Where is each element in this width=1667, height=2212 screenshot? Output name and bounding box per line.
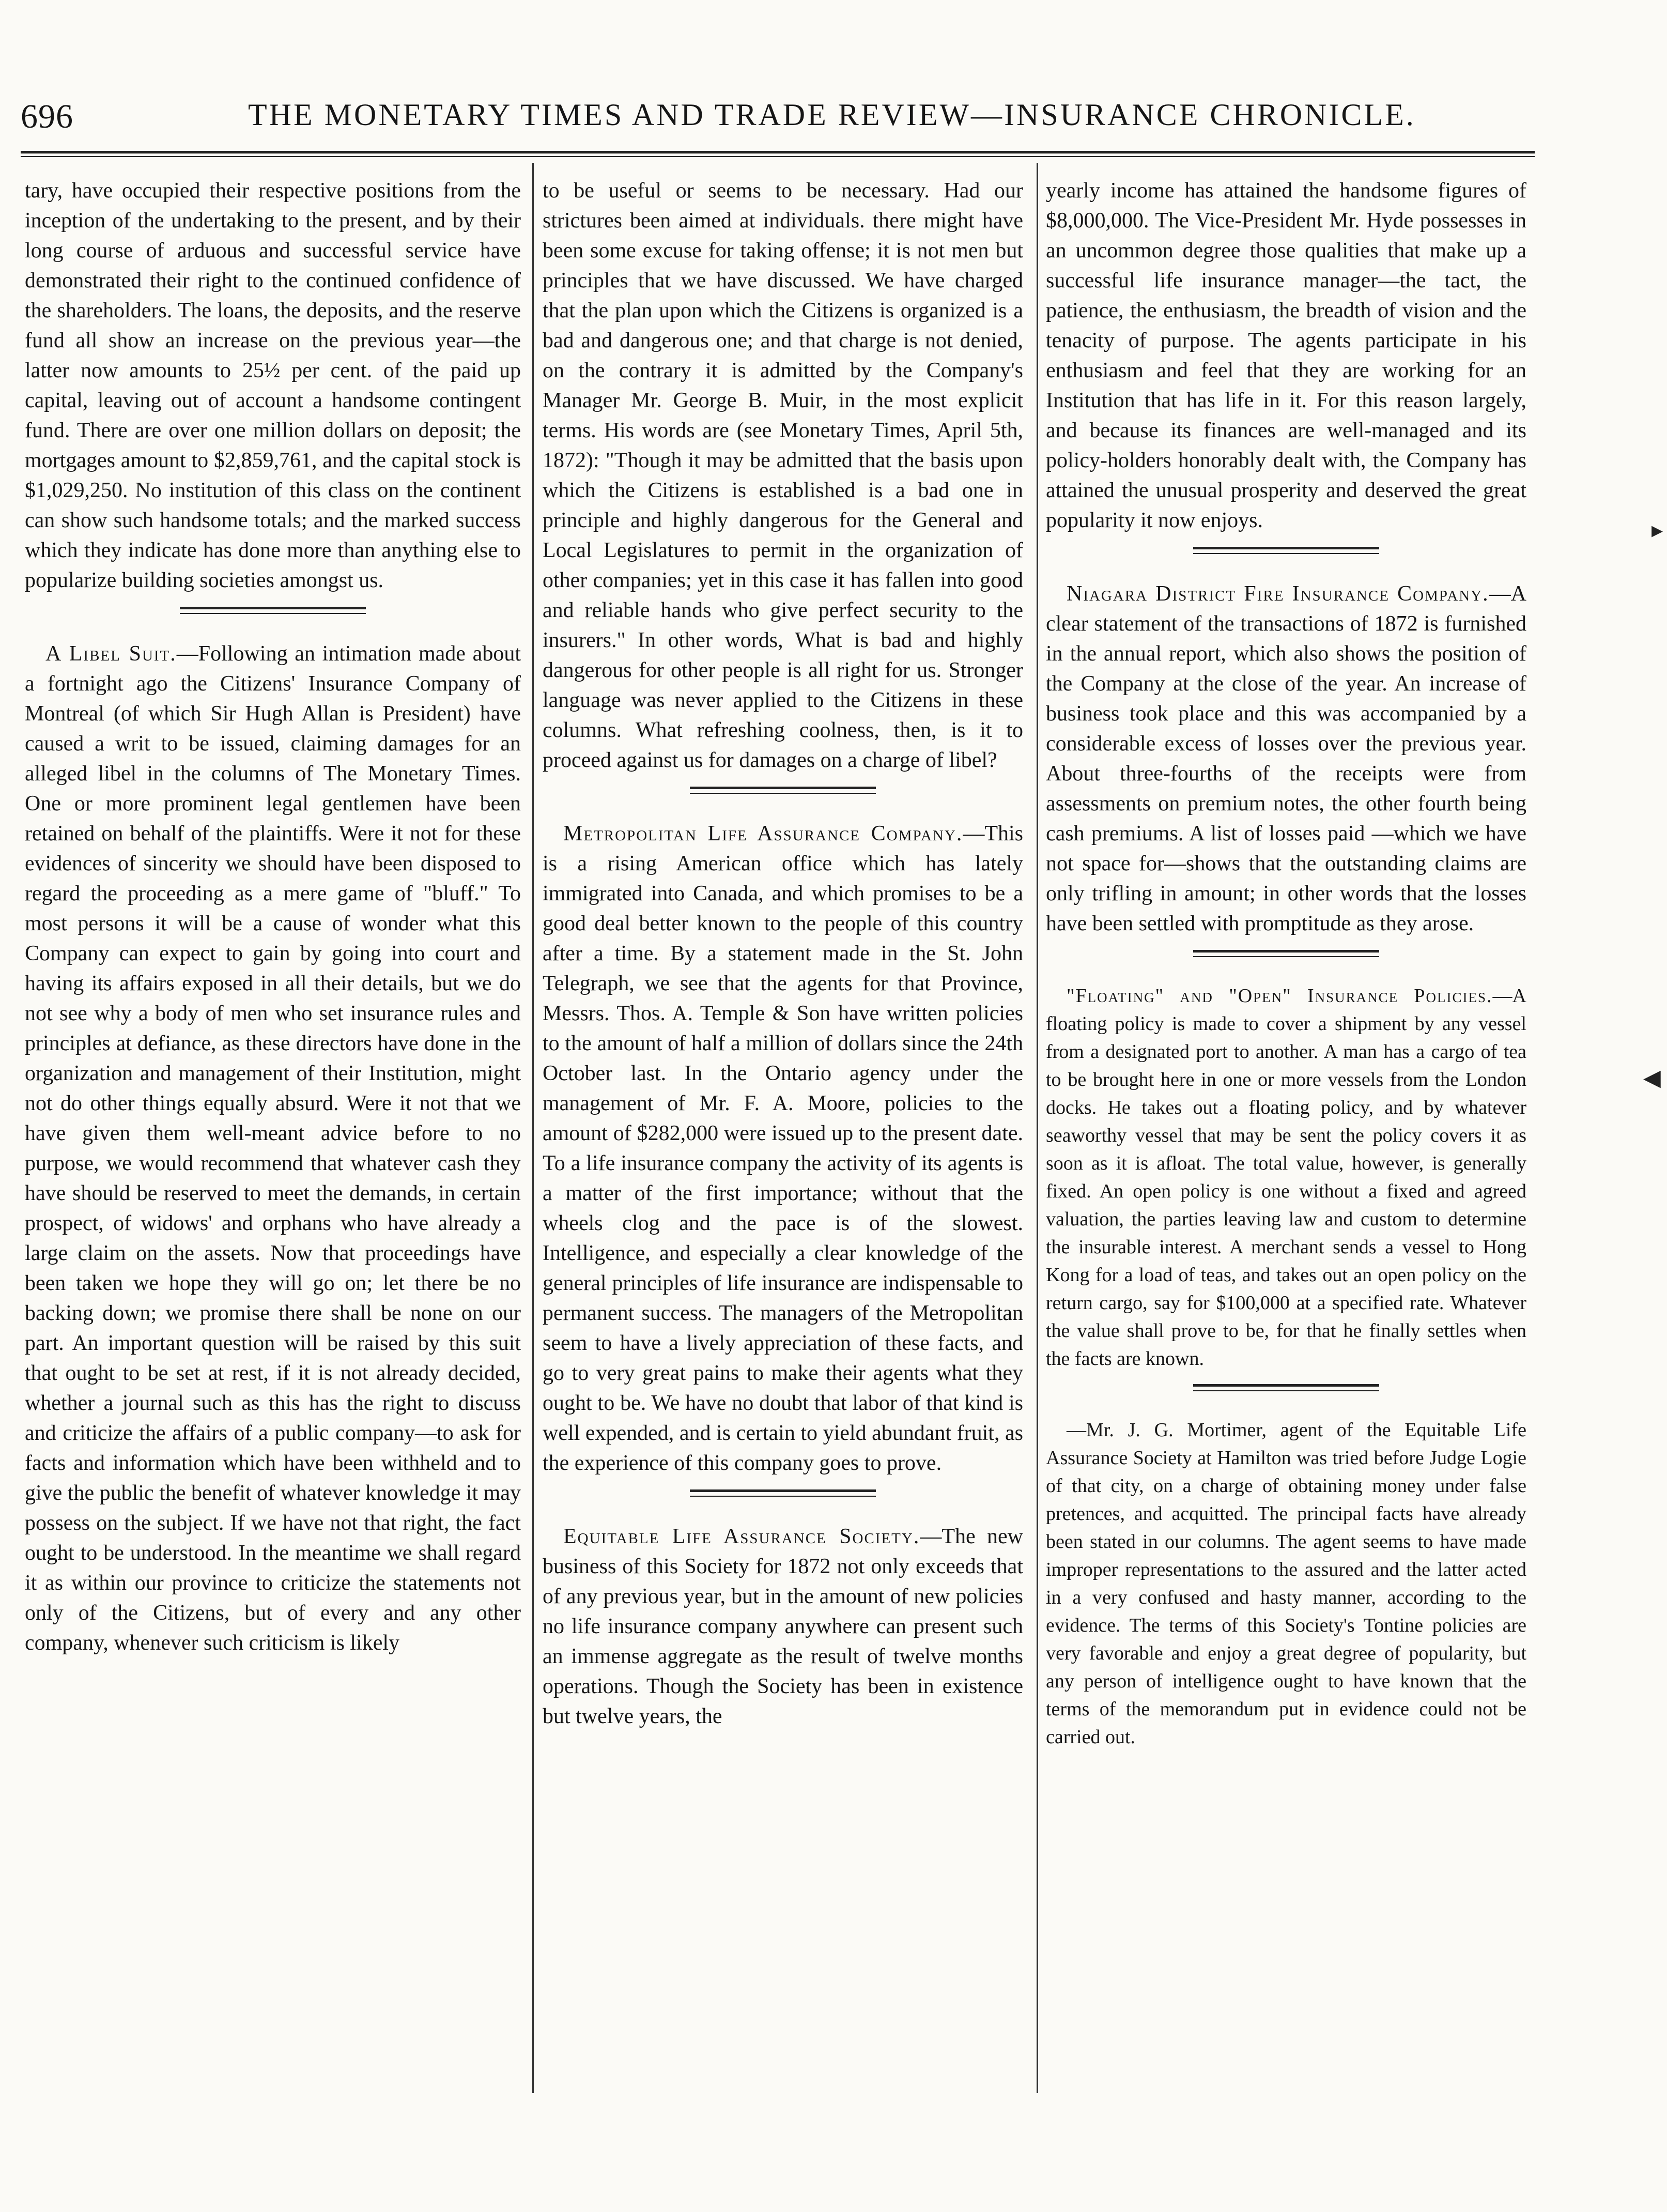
- section-separator: [180, 604, 366, 618]
- page-header: [21, 97, 1416, 154]
- mortimer-article: —Mr. J. G. Mortimer, agent of the Equitable Life Assurance Society at Hamilton was tried before Judge Logie of that city, on a charge of obtaining money under false pretences, and acquitted. The principal facts have already been stated in our columns. The agent seems to have made improper representations to the assured and the latter acted in a very confused and hasty manner, according to the evidence. The terms of this Society's Tontine policies are very favorable and enjoy a great degree of popularity, but any person of intelligence ought to have known that the terms of the memorandum put in evidence could not be carried out.: [1046, 1419, 1526, 1748]
- page-number: 696: [21, 98, 73, 135]
- metropolitan-body: —This is a rising American office which has lately immigrated into Canada, and which promises to be a good deal better known to the people of this country after a time. By a statement made in the St. John Telegraph, we see that the agents for that Province, Messrs. Thos. A. Temple & Son have written policies to the amount of half a million of dollars since the 24th October last. In the Ontario agency under the management of Mr. F. A. Moore, policies to the amount of $282,000 were issued up to the present date. To a life insurance company the activity of its agents is a matter of the first importance; without that the wheels clog and the pace is of the slowest. Intelligence, and especially a clear knowledge of the general principles of life insurance are indispensable to permanent success. The managers of the Metropolitan seem to have a lively appreciation of these facts, and go to very great pains to make their agents what they ought to be. We have no doubt that labor of that kind is well expended, and is certain to yield abundant fruit, as the experience of this company goes to prove.: [543, 822, 1023, 1475]
- column-3: [1046, 176, 1526, 1751]
- libel-suit-heading: A Libel Suit.: [45, 642, 177, 666]
- floating-policies-body: —A floating policy is made to cover a shipment by any vessel from a designated port to another. A man has a cargo of tea to be brought here in one or more vessels from the London docks. He takes out a floating policy, and by whatever seaworthy vessel that may be sent the policy covers it as soon as it is afloat. The total value, however, is generally fixed. An open policy is one without a fixed and agreed valuation, the parties leaving law and custom to determine the insurable interest. A merchant sends a vessel to Hong Kong for a load of teas, and takes out an open policy on the return cargo, say for $100,000 at a specified rate. Whatever the value shall prove to be, for that he finally settles when the facts are known.: [1046, 985, 1526, 1370]
- section-separator: [1193, 544, 1379, 558]
- section-separator: [1193, 947, 1379, 961]
- equitable-heading: Equitable Life Assurance Society.: [563, 1525, 920, 1548]
- section-separator: [690, 1486, 876, 1501]
- floating-policies-heading: "Floating" and "Open" Insurance Policies.: [1067, 985, 1493, 1007]
- niagara-article: [1046, 579, 1526, 939]
- building-society-paragraph: tary, have occupied their respective positions from the inception of the undertaking to the present, and by their long course of arduous and successful service have demonstrated their right to the continued confidence of the shareholders. The loans, the deposits, and the reserve fund all show an increase on the previous year—the latter now amounts to 25½ per cent. of the paid up capital, leaving out of account a handsome contingent fund. There are over one million dollars on deposit; the mortgages amount to $2,859,761, and the capital stock is $1,029,250. No institution of this class on the continent can show such handsome totals; and the marked success which they indicate has done more than anything else to popularize building societies amongst us.: [25, 179, 521, 592]
- column-divider-1: [532, 163, 534, 2093]
- column-1: [25, 176, 521, 1658]
- equitable-body: —The new business of this Society for 1872 not only exceeds that of any previous year, but in the amount of new policies no life insurance company anywhere can present such an immense aggregate as the result of twelve months operations. Though the Society has been in existence but twelve years, the: [543, 1525, 1023, 1728]
- column-divider-2: [1037, 163, 1038, 2093]
- running-title: THE MONETARY TIMES AND TRADE REVIEW—INSURANCE CHRONICLE.: [248, 98, 1416, 132]
- section-separator: [690, 784, 876, 798]
- equitable-article: [543, 1522, 1023, 1731]
- section-separator: [1193, 1381, 1379, 1395]
- niagara-body: —A clear statement of the transactions of 1872 is furnished in the annual report, which also shows the position of the Company at the close of the year. An increase of business took place and this was accompanied by a considerable excess of losses over the previous year. About three-fourths of the receipts were from assessments on premium notes, the other fourth being cash premiums. A list of losses paid —which we have not space for—shows that the outstanding claims are only trifling in amount; in other words that the losses have been settled with promptitude as they arose.: [1046, 582, 1526, 935]
- column-2: [543, 176, 1023, 1731]
- niagara-heading: Niagara District Fire Insurance Company.: [1067, 582, 1489, 606]
- libel-continuation-paragraph: to be useful or seems to be necessary. Had our strictures been aimed at individuals. there might have been some excuse for taking offense; it is not men but principles that we have discussed. We have charged that the plan upon which the Citizens is organized is a bad and dangerous one; and that charge is not denied, on the contrary it is admitted by the Company's Manager Mr. George B. Muir, in the most explicit terms. His words are (see Monetary Times, April 5th, 1872): "Though it may be admitted that the basis upon which the Citizens is established is a bad one in principle and highly dangerous for the General and Local Legislatures to permit in the organization of other companies; yet in this case it has fallen into good and reliable hands who give perfect security to the insurers." In other words, What is bad and highly dangerous for other people is all right for us. Stronger language was never applied to the Citizens in these columns. What refreshing coolness, then, is it to proceed against us for damages on a charge of libel?: [543, 179, 1023, 772]
- header-rule-thin: [21, 156, 1535, 157]
- margin-mark-left-arrow: ◀: [1643, 1065, 1661, 1090]
- floating-policies-article: [1046, 982, 1526, 1373]
- libel-suit-body: —Following an intimation made about a fortnight ago the Citizens' Insurance Company of Montreal (of which Sir Hugh Allan is President) have caused a writ to be issued, claiming damages for an alleged libel in the columns of The Monetary Times. One or more prominent legal gentlemen have been retained on behalf of the plaintiffs. Were it not for these evidences of sincerity we should have been disposed to regard the proceeding as a mere game of "bluff." To most persons it will be a cause of wonder what this Company can expect to gain by going into court and having its affairs exposed in all their details, but we do not see why a body of men who set insurance rules and principles at defiance, as these directors have done in the organization and management of their Institution, might not do other things equally absurd. Were it not that we have given them well-meant advice before to no purpose, we would recommend that whatever cash they have should be reserved to meet the demands, in certain prospect, of widows' and orphans who have already a large claim on the assets. Now that proceedings have been taken we hope they will go on; let there be no backing down; we promise there shall be none on our part. An important question will be raised by this suit that ought to be set at rest, if it is not already decided, whether a journal such as this has the right to discuss and criticize the affairs of a public company—to ask for facts and information which have been withheld and to give the public the benefit of whatever knowledge it may possess on the subject. If we have not that right, the fact ought to be understood. In the meantime we shall regard it as within our province to criticize the statements not only of the Citizens, but of every and any other company, whenever such criticism is likely: [25, 642, 521, 1655]
- margin-mark-arrow: ▸: [1651, 517, 1663, 543]
- metropolitan-article: [543, 819, 1023, 1478]
- metropolitan-heading: Metropolitan Life Assurance Company.: [563, 822, 963, 846]
- header-rule: [21, 151, 1535, 153]
- equitable-continuation-paragraph: yearly income has attained the handsome figures of $8,000,000. The Vice-President Mr. Hyde possesses in an uncommon degree those qualities that make up a successful life insurance manager—the tact, the patience, the enthusiasm, the breadth of vision and the tenacity of purpose. The agents participate in his enthusiasm and feel that they are working for an Institution that has life in it. For this reason largely, and because its finances are well-managed and its policy-holders honorably dealt with, the Company has attained the unusual prosperity and deserved the great popularity it now enjoys.: [1046, 179, 1526, 532]
- libel-suit-article: [25, 639, 521, 1658]
